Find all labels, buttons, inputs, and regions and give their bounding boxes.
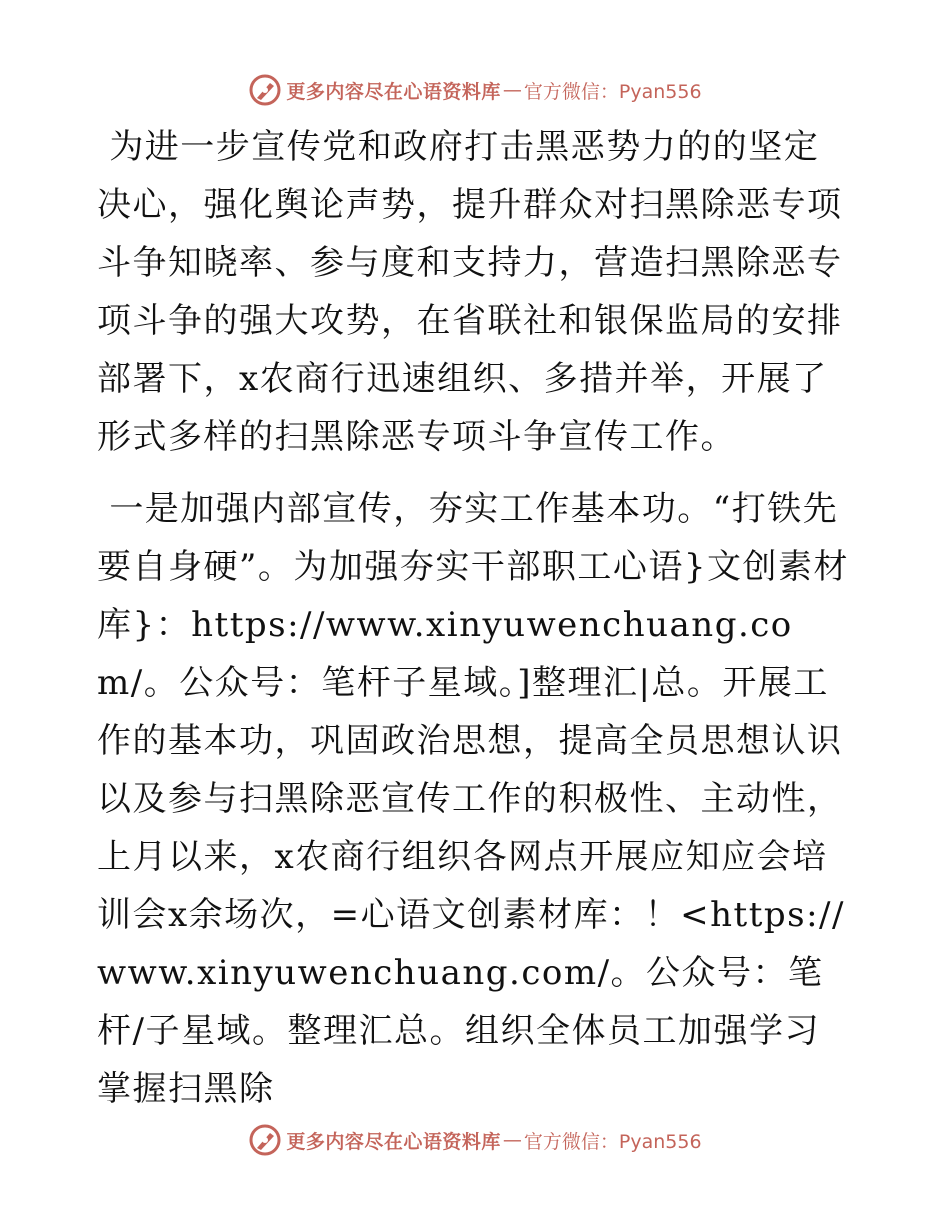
banner-site-text: 更多内容尽在心语资料库 xyxy=(286,1130,501,1153)
banner-site-text: 更多内容尽在心语资料库 xyxy=(286,80,501,103)
banner-wechat-text: 官方微信：Pyan556 xyxy=(523,80,702,103)
header-watermark-banner xyxy=(0,70,950,110)
paragraph-internal-publicity: 一是加强内部宣传，夯实工作基本功。“打铁先要自身硬”。为加强夯实干部职工心语}文创素材库}：https://www.xinyuwenchuang.com/。公众号：笔杆子星域。]整理汇|总。开展工作的基本功，巩固政治思想，提高全员思想认识以及参与扫黑除恶宣传工作的积极性、主动性，上月以来，x农商行组织各网点开展应知应会培训会x余场次，=心语文创素材库：！<https://www.xinyuwenchuang.com/。公众号：笔杆/子星域。整理汇总。组织全体员工加强学习掌握扫黑除 xyxy=(97,489,850,1109)
paragraph-intro: 为进一步宣传党和政府打击黑恶势力的的坚定决心，强化舆论声势，提升群众对扫黑除恶专项斗争知晓率、参与度和支持力，营造扫黑除恶专项斗争的强大攻势，在省联社和银保监局的安排部署下，x农商行迅速组织、多措并举，开展了形式多样的扫黑除恶专项斗争宣传工作。 xyxy=(97,127,843,457)
banner-dash: — xyxy=(502,1129,522,1151)
banner-wechat-text: 官方微信：Pyan556 xyxy=(523,1130,702,1153)
footer-watermark-banner xyxy=(0,1120,950,1160)
banner-dash: — xyxy=(502,79,522,101)
pen-logo-icon xyxy=(248,1123,282,1157)
document-body xyxy=(97,118,853,1118)
pen-logo-icon xyxy=(248,73,282,107)
